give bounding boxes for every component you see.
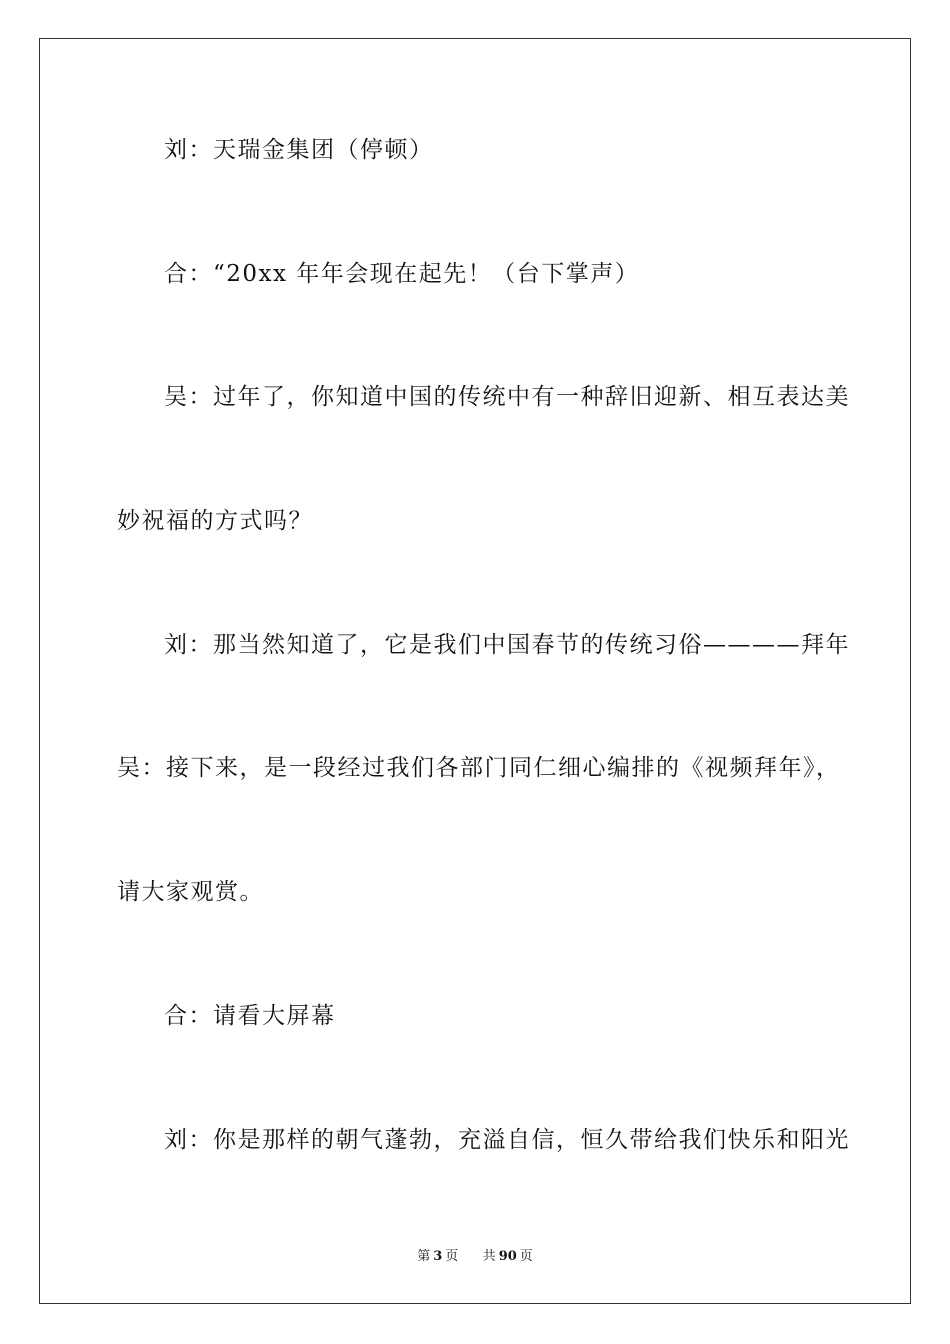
- page-border: [39, 38, 911, 1304]
- dialogue-line-4: 刘：那当然知道了，它是我们中国春节的传统习俗————拜年: [164, 632, 850, 658]
- dialogue-line-2: 合：“20xx 年年会现在起先！（台下掌声）: [164, 261, 640, 287]
- dialogue-line-3-continued: 妙祝福的方式吗？: [117, 508, 313, 534]
- dialogue-line-3: 吴：过年了，你知道中国的传统中有一种辞旧迎新、相互表达美: [164, 384, 850, 410]
- dialogue-line-5-continued: 请大家观赏。: [117, 879, 264, 905]
- total-suffix: 页: [519, 1249, 533, 1264]
- dialogue-line-5: 吴：接下来，是一段经过我们各部门同仁细心编排的《视频拜年》，: [117, 755, 841, 781]
- page-indicator: [414, 1249, 461, 1264]
- page-prefix: 第: [417, 1249, 431, 1264]
- page-suffix: 页: [445, 1249, 459, 1264]
- dialogue-line-7: 刘：你是那样的朝气蓬勃，充溢自信，恒久带给我们快乐和阳光: [164, 1127, 850, 1153]
- dialogue-line-1: 刘：天瑞金集团（停顿）: [164, 137, 434, 163]
- total-pages: 90: [498, 1249, 517, 1264]
- total-prefix: 共: [482, 1249, 496, 1264]
- page-footer: [0, 1248, 950, 1266]
- page-number: 3: [433, 1249, 443, 1264]
- total-indicator: [480, 1249, 536, 1264]
- dialogue-line-6: 合：请看大屏幕: [164, 1003, 336, 1029]
